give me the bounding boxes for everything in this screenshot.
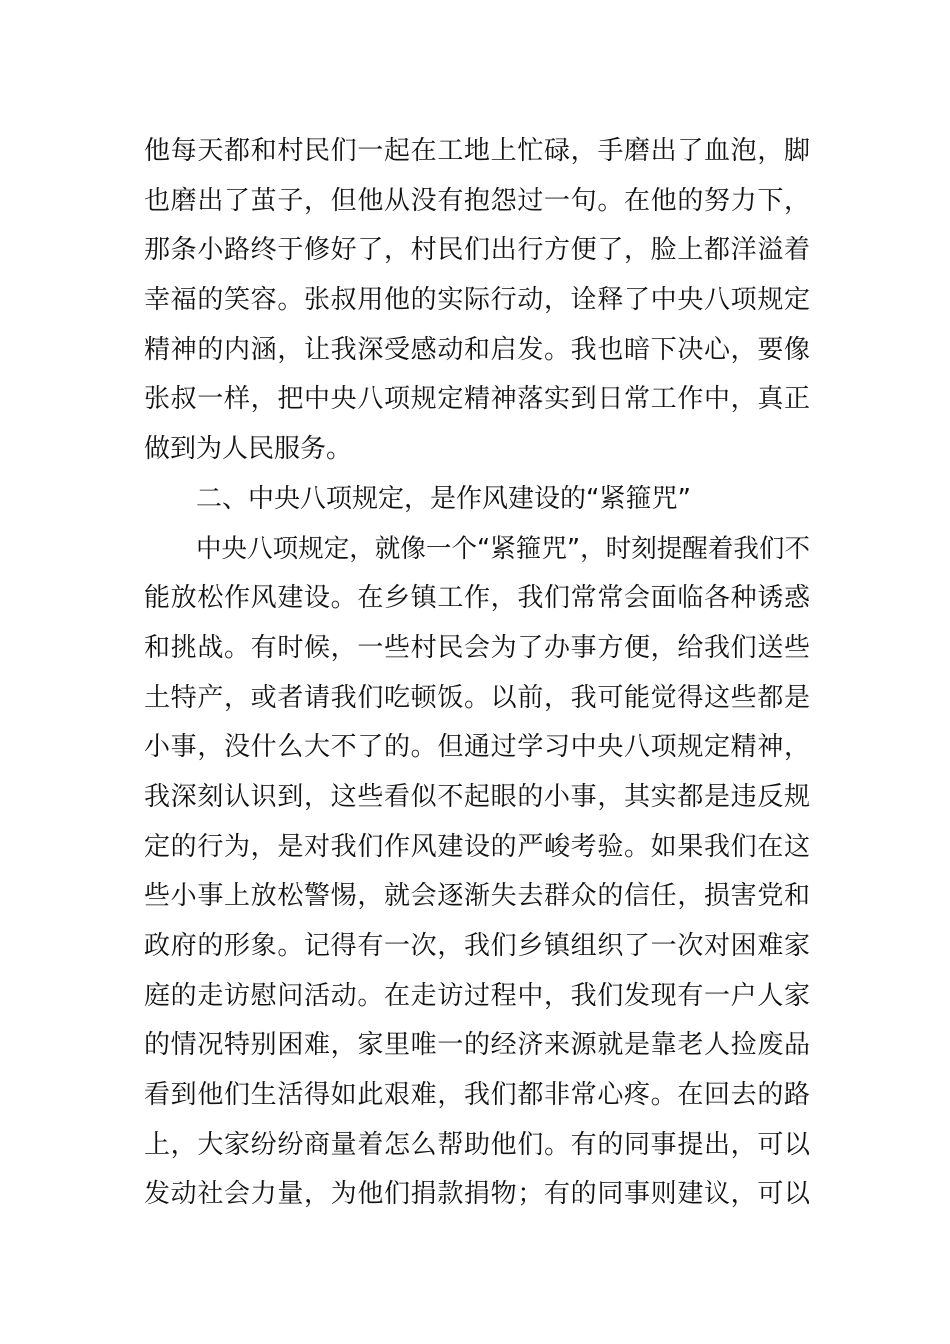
text-line: 也磨出了茧子，但他从没有抱怨过一句。在他的努力下， bbox=[144, 185, 810, 216]
text-line: 政府的形象。记得有一次，我们乡镇组织了一次对困难家 bbox=[144, 931, 810, 961]
text-line: 他每天都和村民们一起在工地上忙碌，手磨出了血泡，脚 bbox=[144, 136, 810, 166]
text-line: 庭的走访慰问活动。在走访过程中，我们发现有一户人家 bbox=[144, 980, 810, 1011]
body-text bbox=[144, 127, 810, 1220]
text-line: 那条小路终于修好了，村民们出行方便了，脸上都洋溢着 bbox=[144, 235, 810, 266]
text-line: 做到为人民服务。 bbox=[144, 434, 353, 465]
section-heading: 二、中央八项规定，是作风建设的“紧箍咒” bbox=[196, 483, 691, 514]
text-line: 和挑战。有时候，一些村民会为了办事方便，给我们送些 bbox=[144, 632, 810, 663]
text-line: 张叔一样，把中央八项规定精神落实到日常工作中，真正 bbox=[144, 384, 810, 415]
text-line: 中央八项规定，就像一个“紧箍咒”，时刻提醒着我们不 bbox=[196, 533, 810, 564]
text-line: 定的行为，是对我们作风建设的严峻考验。如果我们在这 bbox=[144, 831, 810, 862]
text-line: 精神的内涵，让我深受感动和启发。我也暗下决心，要像 bbox=[144, 334, 810, 365]
text-line: 我深刻认识到，这些看似不起眼的小事，其实都是违反规 bbox=[144, 781, 810, 812]
text-line: 幸福的笑容。张叔用他的实际行动，诠释了中央八项规定 bbox=[144, 285, 810, 316]
text-line: 能放松作风建设。在乡镇工作，我们常常会面临各种诱惑 bbox=[144, 583, 810, 614]
text-line: 土特产，或者请我们吃顿饭。以前，我可能觉得这些都是 bbox=[144, 682, 810, 713]
text-line: 发动社会力量，为他们捐款捐物；有的同事则建议，可以 bbox=[144, 1179, 810, 1210]
text-line: 看到他们生活得如此艰难，我们都非常心疼。在回去的路 bbox=[144, 1080, 810, 1111]
text-line: 些小事上放松警惕，就会逐渐失去群众的信任，损害党和 bbox=[144, 881, 810, 912]
text-line: 上，大家纷纷商量着怎么帮助他们。有的同事提出，可以 bbox=[144, 1129, 810, 1160]
text-line: 的情况特别困难，家里唯一的经济来源就是靠老人捡废品 bbox=[144, 1030, 810, 1061]
text-line: 小事，没什么大不了的。但通过学习中央八项规定精神， bbox=[144, 732, 810, 763]
